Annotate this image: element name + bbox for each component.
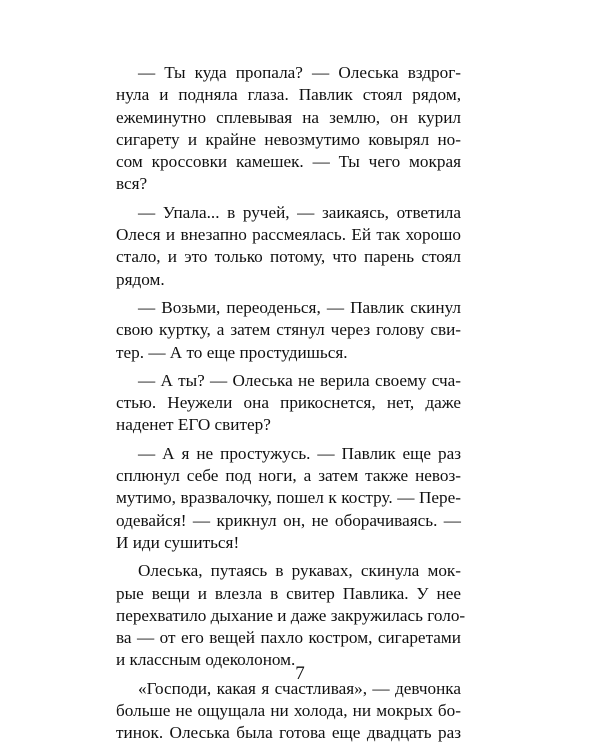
text-line: вся? xyxy=(116,174,148,194)
text-line: ва — от его вещей пахло костром, сигаретами xyxy=(116,628,461,648)
text-line: одевайся! — крикнул он, не оборачиваясь. — xyxy=(116,510,461,530)
text-line: стало, и это только потому, что парень стоял xyxy=(116,247,461,267)
text-line: — А ты? — Олеська не верила своему сча- xyxy=(138,370,461,390)
text-line: рые вещи и влезла в свитер Павлика. У нее xyxy=(116,583,461,603)
text-line: — Возьми, переоденься, — Павлик скинул xyxy=(138,297,461,317)
text-line: нула и подняла глаза. Павлик стоял рядом, xyxy=(116,85,461,105)
text-line: — А я не простужусь. — Павлик еще раз xyxy=(138,443,461,463)
text-line: Олеся и внезапно рассмеялась. Ей так хорошо xyxy=(116,225,461,245)
text-line: и классным одеколоном. xyxy=(116,650,296,670)
text-line: сом кроссовки камешек. — Ты чего мокрая xyxy=(116,152,461,172)
text-line: наденет ЕГО свитер? xyxy=(116,415,271,435)
text-line: — Ты куда пропала? — Олеська вздрог- xyxy=(138,63,461,82)
text-line: И иди сушиться! xyxy=(116,532,240,552)
text-line: больше не ощущала ни холода, ни мокрых бо- xyxy=(116,701,461,721)
text-line: сигарету и крайне невозмутимо ковырял но- xyxy=(116,129,461,149)
text-line: сплюнул себе под ноги, а затем также невоз- xyxy=(116,466,461,486)
body-text xyxy=(116,62,466,745)
text-line: тинок. Олеська была готова еще двадцать раз xyxy=(116,723,461,743)
text-line: рядом. xyxy=(116,269,165,289)
text-line: свою куртку, а затем стянул через голову сви- xyxy=(116,320,461,340)
page-number: 7 xyxy=(295,663,305,684)
text-line: тер. — А то еще простудишься. xyxy=(116,342,348,362)
text-line: перехватило дыхание и даже закружилась голо- xyxy=(116,605,466,625)
text-line: стью. Неужели она прикоснется, нет, даже xyxy=(116,393,461,413)
text-line: Олеська, путаясь в рукавах, скинула мок- xyxy=(138,561,461,581)
text-line: «Господи, какая я счастливая», — девчонка xyxy=(138,678,461,698)
text-line: ежеминутно сплевывая на землю, он курил xyxy=(116,107,461,127)
text-line: — Упала... в ручей, — заикаясь, ответила xyxy=(138,202,461,222)
text-line: мутимо, вразвалочку, пошел к костру. — Пере- xyxy=(116,488,461,508)
